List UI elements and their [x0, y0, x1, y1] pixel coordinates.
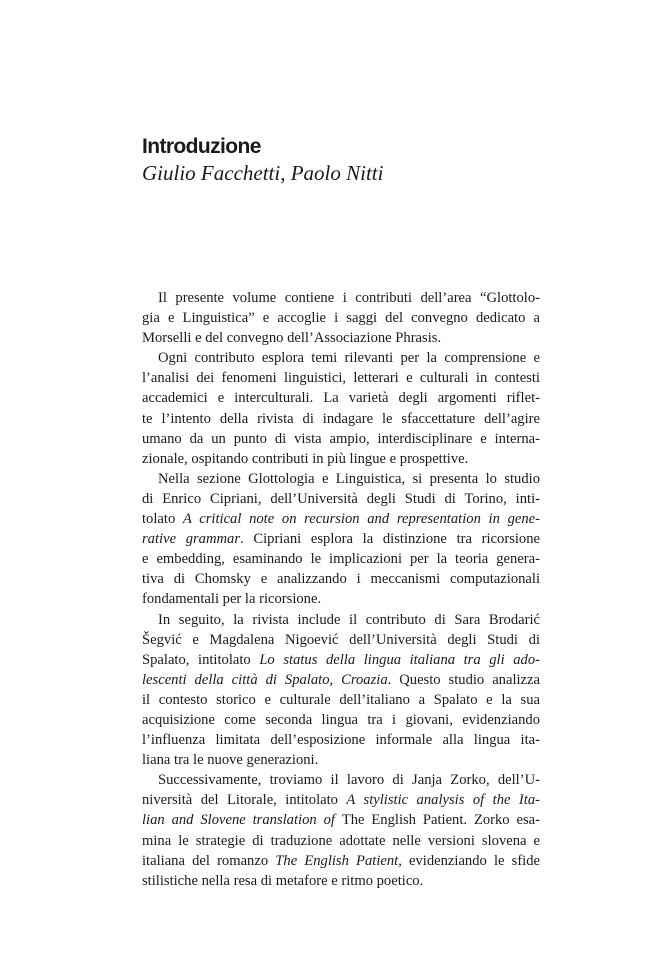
- italic-text: rative grammar: [142, 531, 241, 548]
- text-line: [142, 388, 540, 408]
- text-run: di Enrico Cipriani, dell’Università degli Studi di Torino, inti-: [142, 490, 540, 507]
- text-line: [142, 529, 540, 549]
- text-run: Ogni contributo esplora temi rilevanti per la comprensione e: [158, 350, 540, 367]
- text-run: acquisizione come seconda lingua tra i giovani, evidenziando: [142, 711, 540, 728]
- text-line: [142, 810, 540, 830]
- text-line: [142, 348, 540, 368]
- text-run: . Cipriani esplora la distinzione tra ricorsione: [240, 531, 540, 548]
- text-run: The English Patient: [341, 812, 464, 829]
- text-line: [142, 770, 540, 790]
- text-line: [142, 871, 540, 891]
- text-line: [142, 328, 540, 348]
- text-run: l’analisi dei fenomeni linguistici, letterari e culturali in contesti: [142, 370, 540, 387]
- text-run: Morselli e del convegno dell’Associazione Phrasis.: [142, 330, 442, 347]
- italic-text: lian and Slovene translation of: [142, 812, 342, 829]
- text-line: [142, 831, 540, 851]
- italic-text: A critical note on recursion and representation in gene-: [182, 511, 540, 528]
- text-line: [142, 288, 540, 308]
- text-line: [142, 650, 540, 670]
- text-line: [142, 449, 540, 469]
- text-run: accademici e interculturali. La varietà degli argomenti riflet-: [142, 390, 540, 407]
- text-run: italiana del romanzo: [142, 852, 276, 869]
- text-run: tolato: [142, 511, 183, 528]
- text-line: [142, 569, 540, 589]
- text-run: gia e Linguistica” e accoglie i saggi del convegno dedicato a: [142, 310, 540, 327]
- text-line: [142, 308, 540, 328]
- text-run: Šegvić e Magdalena Nigoević dell’Università degli Studi di: [142, 631, 540, 648]
- text-line: [142, 368, 540, 388]
- text-line: [142, 469, 540, 489]
- text-run: niversità del Litorale, intitolato: [142, 792, 347, 809]
- text-run: Successivamente, troviamo il lavoro di Janja Zorko, dell’U-: [158, 772, 540, 789]
- text-run: Il presente volume contiene i contributi dell’area “Glottolo-: [158, 290, 540, 306]
- text-line: [142, 750, 540, 770]
- text-line: [142, 710, 540, 730]
- italic-text: The English Patient: [275, 852, 399, 869]
- page-title: Introduzione: [142, 135, 261, 158]
- body-text: [142, 288, 540, 891]
- text-run: e embedding, esaminando le implicazioni per la teoria genera-: [142, 551, 540, 568]
- text-run: l’influenza limitata dell’esposizione informale alla lingua ita-: [142, 732, 540, 749]
- text-line: [142, 670, 540, 690]
- authors-line: Giulio Facchetti, Paolo Nitti: [142, 161, 384, 185]
- text-line: [142, 730, 540, 750]
- text-line: [142, 690, 540, 710]
- text-line: [142, 589, 540, 609]
- text-run: In seguito, la rivista include il contributo di Sara Brodarić: [158, 611, 540, 628]
- text-run: mina le strategie di traduzione adottate nelle versioni slovena e: [142, 832, 540, 849]
- text-run: fondamentali per la ricorsione.: [142, 591, 322, 608]
- italic-text: lescenti della città di Spalato, Croazia: [142, 671, 388, 688]
- text-line: [142, 790, 540, 810]
- text-run: Spalato, intitolato: [142, 651, 260, 668]
- italic-text: A stylistic analysis of the Ita-: [346, 792, 540, 809]
- text-run: liana tra le nuove generazioni.: [142, 752, 319, 769]
- text-run: Nella sezione Glottologia e Linguistica, si presenta lo studio: [158, 470, 540, 487]
- text-line: [142, 429, 540, 449]
- text-run: . Zorko esa-: [463, 812, 540, 829]
- text-run: umano da un punto di vista ampio, interdisciplinare e interna-: [142, 430, 540, 447]
- text-line: [142, 630, 540, 650]
- text-line: [142, 509, 540, 529]
- text-run: . Questo studio analizza: [387, 671, 540, 688]
- text-run: il contesto storico e culturale dell’italiano a Spalato e la sua: [142, 691, 540, 708]
- text-line: [142, 489, 540, 509]
- text-line: [142, 549, 540, 569]
- text-run: stilistiche nella resa di metafore e ritmo poetico.: [142, 872, 424, 889]
- text-run: , evidenziando le sfide: [398, 852, 541, 869]
- text-run: te l’intento della rivista di indagare le sfaccettature dell’agire: [142, 410, 540, 427]
- text-run: tiva di Chomsky e analizzando i meccanismi computazionali: [142, 571, 540, 588]
- italic-text: Lo status della lingua italiana tra gli ado-: [259, 651, 540, 668]
- text-line: [142, 409, 540, 429]
- text-run: zionale, ospitando contributi in più lingue e prospettive.: [142, 450, 469, 467]
- text-line: [142, 610, 540, 630]
- text-line: [142, 851, 540, 871]
